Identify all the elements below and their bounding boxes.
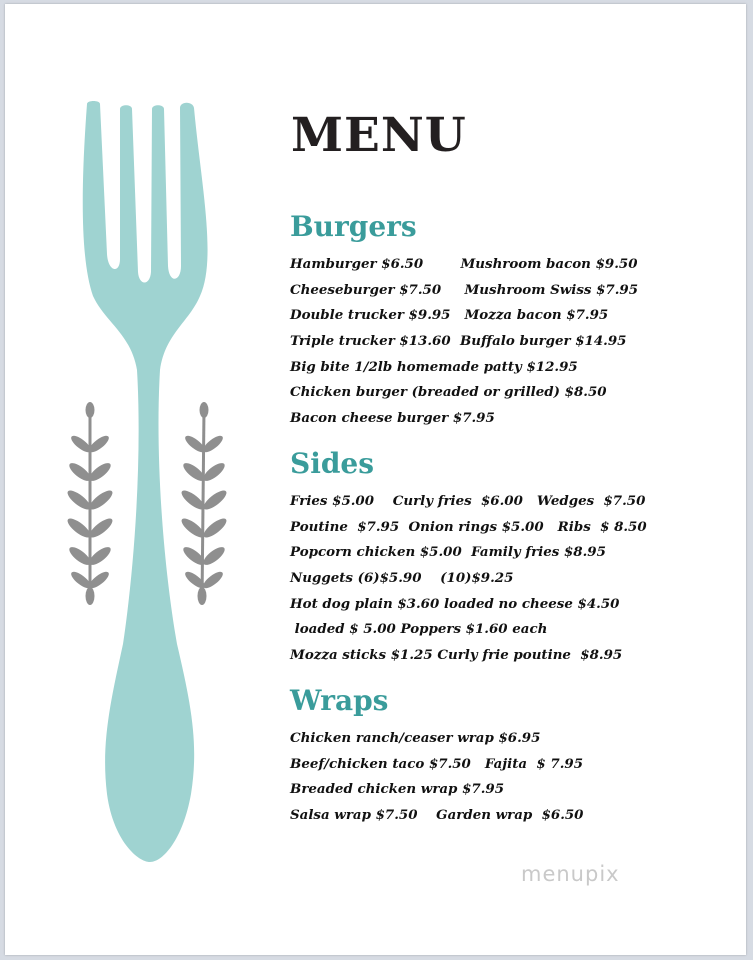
sides-list (290, 489, 647, 669)
menu-item: Fries $5.00 Curly fries $6.00 Wedges $7.50 (290, 493, 646, 509)
leaf-sprig-icon (179, 402, 229, 605)
menu-item: Nuggets (6)$5.90 (10)$9.25 (290, 570, 514, 587)
menu-item: Breaded chicken wrap $7.95 (290, 781, 505, 798)
menu-item: Popcorn chicken $5.00 Family fries $8.95 (290, 544, 606, 561)
menu-page (5, 4, 746, 955)
menu-item: Bacon cheese burger $7.95 (290, 410, 495, 427)
menu-item: Beef/chicken taco $7.50 Fajita $ 7.95 (290, 755, 584, 772)
menu-item: Double trucker $9.95 Mozza bacon $7.95 (290, 307, 609, 324)
leaf-sprig-icon (65, 402, 115, 605)
wraps-list (290, 726, 584, 829)
watermark: menupix (521, 862, 620, 886)
menu-item: Hamburger $6.50 Mushroom bacon $9.50 (290, 256, 638, 272)
menu-item: Triple trucker $13.60 Buffalo burger $14.95 (290, 333, 627, 350)
menu-item: loaded $ 5.00 Poppers $1.60 each (290, 621, 548, 638)
menu-item: Big bite 1/2lb homemade patty $12.95 (290, 358, 578, 375)
menu-item: Chicken burger (breaded or grilled) $8.50 (290, 384, 607, 401)
section-heading-sides: Sides (290, 447, 375, 480)
menu-item: Mozza sticks $1.25 Curly frie poutine $8.95 (290, 647, 623, 664)
menu-item: Poutine $7.95 Onion rings $5.00 Ribs $ 8.50 (290, 518, 647, 535)
menu-item: Salsa wrap $7.50 Garden wrap $6.50 (290, 807, 584, 824)
menu-item: Hot dog plain $3.60 loaded no cheese $4.50 (290, 595, 620, 612)
section-heading-wraps: Wraps (290, 684, 389, 717)
burgers-list (290, 252, 638, 432)
menu-title: MENU (291, 108, 467, 163)
section-heading-burgers: Burgers (290, 210, 417, 243)
menu-item: Cheeseburger $7.50 Mushroom Swiss $7.95 (290, 281, 639, 298)
menu-item: Chicken ranch/ceaser wrap $6.95 (290, 730, 541, 746)
fork-icon (83, 101, 208, 862)
